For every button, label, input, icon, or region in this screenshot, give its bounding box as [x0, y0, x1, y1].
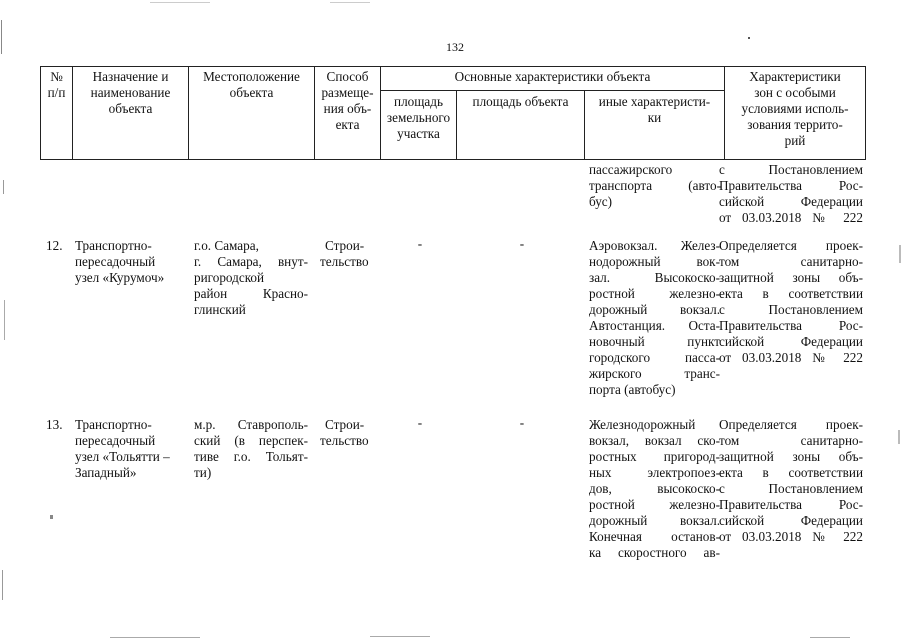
row-other-characteristics: Аэровокзал. Желез- нодорожный вок- зал. Высокоско- ростной железно- дорожный вокзал. Автостанция. Оста- новочный пункт городского пасса- жирского транс- порта (автобус): [589, 238, 720, 397]
row-zone-characteristics: Определяется проек- том санитарно- защитной зоны объ- екта в соответствии с Постановлением Правительства Рос- сийской Федерации от 03.03.2018 № 222: [719, 238, 863, 365]
page-number: 132: [446, 40, 464, 54]
header-zone-characteristics: Характеристики зон с особыми условиями исполь- зования террито- рий: [741, 69, 849, 148]
header-location: Местоположение объекта: [203, 69, 300, 100]
header-object-area: площадь объекта: [472, 94, 569, 109]
row-number: 13.: [46, 417, 63, 432]
scan-artifact: [110, 637, 200, 638]
scan-artifact: [810, 637, 850, 638]
row-land-area: -: [417, 415, 423, 430]
scan-artifact: [330, 2, 370, 3]
scan-artifact: [370, 636, 430, 637]
row-zone-characteristics: Определяется проек- том санитарно- защитной зоны объ- екта в соответствии с Постановлением Правительства Рос- сийской Федерации от 03.03.2018 № 222: [719, 417, 863, 544]
column-divider: [865, 66, 866, 160]
header-bottom-border: [40, 159, 865, 160]
header-num: № п/п: [47, 69, 66, 100]
scan-artifact: [748, 37, 750, 39]
header-method: Способ размеще- ния объ- екта: [321, 69, 374, 132]
row-purpose: Транспортно- пересадочный узел «Тольятти – Западный»: [75, 417, 170, 480]
scan-artifact: [150, 2, 210, 3]
scan-artifact: [3, 180, 4, 194]
scan-artifact: [1, 20, 2, 54]
row-number: 12.: [46, 238, 63, 253]
row-location: г.о. Самара, г. Самара, внут- ригородской район Красно- глинский: [194, 238, 308, 317]
row-object-area: -: [519, 415, 525, 430]
header-land-area: площадь земельного участка: [386, 94, 451, 141]
header-purpose: Назначение и наименование объекта: [90, 69, 171, 116]
row-method: Строи- тельство: [320, 238, 369, 269]
header-other-characteristics: иные характеристи- ки: [598, 94, 711, 125]
scan-artifact: [4, 300, 5, 340]
continuation-zone-characteristics: с Постановлением Правительства Рос- сийской Федерации от 03.03.2018 № 222: [719, 162, 863, 225]
scan-artifact: [50, 515, 53, 519]
continuation-other-characteristics: пассажирского транспорта (авто- бус): [589, 162, 721, 209]
subheader-divider: [380, 90, 724, 91]
row-other-characteristics: Железнодорожный вокзал, вокзал ско- ростных пригород- ных электропоез- дов, высокоско- ростной железно- дорожный вокзал. Конечная останов- ка скоростного ав-: [589, 417, 720, 560]
row-method: Строи- тельство: [320, 417, 369, 448]
row-object-area: -: [519, 236, 525, 251]
scan-artifact: [899, 245, 901, 263]
row-purpose: Транспортно- пересадочный узел «Курумоч»: [75, 238, 165, 285]
scan-artifact: [898, 430, 900, 444]
row-land-area: -: [417, 236, 423, 251]
table-top-border: [40, 66, 865, 67]
scan-artifact: [2, 570, 3, 600]
row-location: м.р. Ставрополь- ский (в перспек- тиве г.о. Тольят- ти): [194, 417, 308, 480]
header-main-characteristics: Основные характеристики объекта: [454, 69, 651, 84]
